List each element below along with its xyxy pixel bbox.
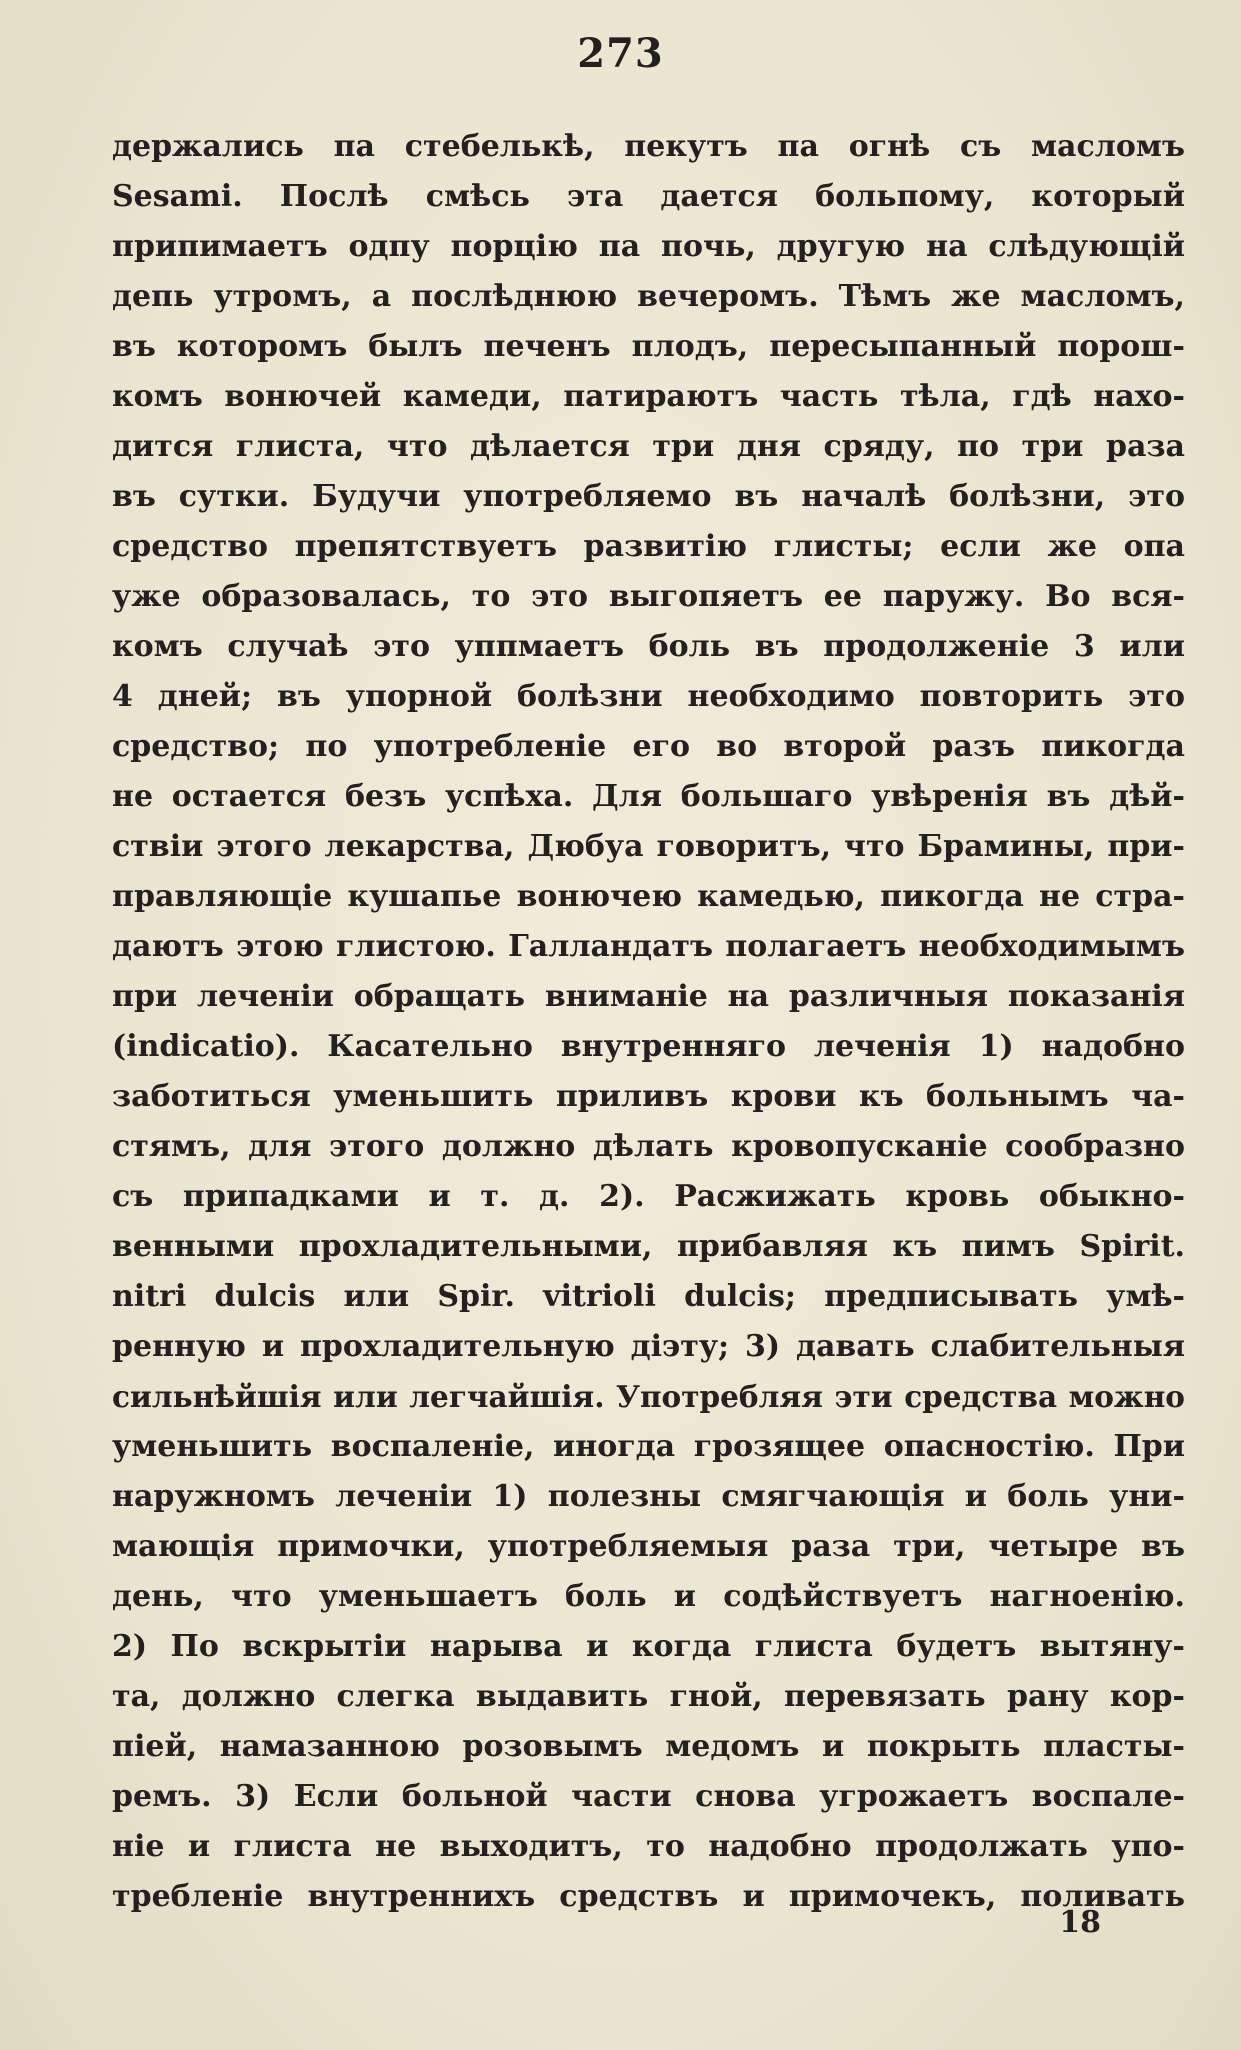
text-line: піей, намазанною розовымъ медомъ и покрыть пласты- bbox=[112, 1729, 1185, 1764]
body-text bbox=[112, 122, 1185, 1922]
text-line: заботиться уменьшить приливъ крови къ больнымъ ча- bbox=[112, 1079, 1185, 1114]
text-line: припимаетъ одпу порцію па почь, другую на слѣдующій bbox=[112, 229, 1185, 264]
text-line: та, должно слегка выдавить гной, перевязать рану кор- bbox=[112, 1679, 1185, 1714]
text-line: (indicatio). Касательно внутренняго леченія 1) надобно bbox=[112, 1029, 1185, 1064]
text-line: 2) По вскрытіи нарыва и когда глиста будетъ вытяну- bbox=[112, 1629, 1185, 1664]
signature-mark: 18 bbox=[1059, 1905, 1101, 1940]
text-line: уже образовалась, то это выгопяетъ ее паружу. Во вся- bbox=[112, 579, 1185, 614]
text-line: мающія примочки, употребляемыя раза три, четыре въ bbox=[112, 1529, 1185, 1564]
text-line: ствіи этого лекарства, Дюбуа говоритъ, что Брамины, при- bbox=[112, 829, 1185, 864]
text-line: правляющіе кушапье вонючею камедью, пикогда не стра- bbox=[112, 879, 1185, 914]
text-line: дится глиста, что дѣлается три дня сряду, по три раза bbox=[112, 429, 1185, 464]
text-line: nitri dulcis или Spir. vitrioli dulcis; предписывать умѣ- bbox=[112, 1279, 1185, 1314]
text-line: съ припадками и т. д. 2). Расжижать кровь обыкно- bbox=[112, 1179, 1185, 1214]
text-line: ренную и прохладительную діэту; 3) давать слабительныя bbox=[112, 1329, 1185, 1364]
text-line: Sesami. Послѣ смѣсь эта дается больпому, который bbox=[112, 179, 1185, 214]
text-line: комъ вонючей камеди, патираютъ часть тѣла, гдѣ нахо- bbox=[112, 379, 1185, 414]
text-line: уменьшить воспаленіе, иногда грозящее опасностію. При bbox=[112, 1429, 1185, 1464]
text-line: въ которомъ былъ печенъ плодъ, пересыпанный порош- bbox=[112, 329, 1185, 364]
text-line: средство препятствуетъ развитію глисты; если же опа bbox=[112, 529, 1185, 564]
text-line: наружномъ леченіи 1) полезны смягчающія и боль уни- bbox=[112, 1479, 1185, 1514]
text-line: ремъ. 3) Если больной части снова угрожаетъ воспале- bbox=[112, 1779, 1185, 1814]
text-line: даютъ этою глистою. Галландатъ полагаетъ необходимымъ bbox=[112, 929, 1185, 964]
text-line: въ сутки. Будучи употребляемо въ началѣ болѣзни, это bbox=[112, 479, 1185, 514]
text-line: при леченіи обращать вниманіе на различныя показанія bbox=[112, 979, 1185, 1014]
text-line: стямъ, для этого должно дѣлать кровопусканіе сообразно bbox=[112, 1129, 1185, 1164]
page-number: 273 bbox=[577, 30, 664, 77]
text-line: не остается безъ успѣха. Для большаго увѣренія въ дѣй- bbox=[112, 779, 1185, 814]
text-line: держались па стебелькѣ, пекутъ па огнѣ съ масломъ bbox=[112, 129, 1185, 164]
text-line: средство; по употребленіе его во второй разъ пикогда bbox=[112, 729, 1185, 764]
text-line: день, что уменьшаетъ боль и содѣйствуетъ нагноенію. bbox=[112, 1579, 1185, 1614]
text-line: 4 дней; въ упорной болѣзни необходимо повторить это bbox=[112, 679, 1185, 714]
text-line: сильнѣйшія или легчайшія. Употребляя эти средства можно bbox=[112, 1379, 1185, 1414]
text-line: венными прохладительными, прибавляя къ пимъ Spirit. bbox=[112, 1229, 1185, 1264]
text-line: депь утромъ, а послѣднюю вечеромъ. Тѣмъ же масломъ, bbox=[112, 279, 1185, 314]
text-line: требленіе внутреннихъ средствъ и примочекъ, поливать bbox=[112, 1879, 1185, 1914]
text-line: комъ случаѣ это уппмаетъ боль въ продолженіе 3 или bbox=[112, 629, 1185, 664]
text-line: ніе и глиста не выходитъ, то надобно продолжать упо- bbox=[112, 1829, 1185, 1864]
